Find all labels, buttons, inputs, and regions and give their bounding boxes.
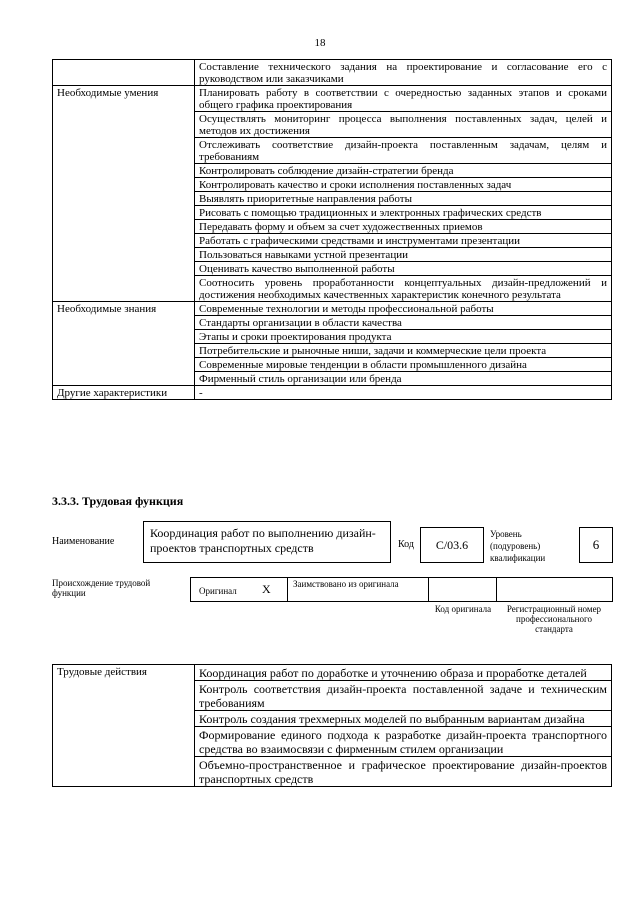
table-row [53, 665, 612, 681]
table-row [53, 60, 612, 86]
table-cell: Отслеживать соответствие дизайн-проекта поставленным задачам, целям и требованиям [195, 138, 612, 164]
table-cell: Координация работ по доработке и уточнению образа и проработке деталей [195, 665, 612, 681]
name-label: Наименование [52, 536, 115, 547]
origin-divider-1 [287, 577, 288, 601]
origin-label: Происхождение трудовой функции [52, 578, 151, 598]
actions-label: Трудовые действия [53, 665, 195, 787]
table-cell: Стандарты организации в области качества [195, 316, 612, 330]
group-label: Другие характеристики [53, 386, 195, 400]
function-name-box [143, 521, 391, 563]
table-cell: Формирование единого подхода к разработке дизайн-проекта транспортного средства во взаимосвязи с фирменным стилем организации [195, 727, 612, 757]
code-value: C/03.6 [435, 538, 469, 552]
table-cell: Оценивать качество выполненной работы [195, 262, 612, 276]
table-row [53, 302, 612, 316]
borrowed-label: Заимствовано из оригинала [293, 579, 399, 589]
original-label: Оригинал [199, 586, 237, 596]
table-cell: Соотносить уровень проработанности концептуальных дизайн-предложений и достижения необходимых качественных характеристик конечного результата [195, 276, 612, 302]
original-mark: X [262, 582, 271, 596]
table-cell: Современные технологии и методы профессиональной работы [195, 302, 612, 316]
skills-knowledge-table [52, 59, 612, 400]
table-cell: Выявлять приоритетные направления работы [195, 192, 612, 206]
level-box [579, 527, 613, 563]
table-cell: Объемно-пространственное и графическое проектирование дизайн-проектов транспортных средств [195, 757, 612, 787]
table-cell: Осуществлять мониторинг процесса выполнения поставленных задач, целей и методов их достижения [195, 112, 612, 138]
table-cell: Работать с графическими средствами и инструментами презентации [195, 234, 612, 248]
table-cell: Передавать форму и объем за счет художественных приемов [195, 220, 612, 234]
group-label: Необходимые умения [53, 86, 195, 302]
table-row [53, 386, 612, 400]
table-cell: Пользоваться навыками устной презентации [195, 248, 612, 262]
table-cell: Контроль создания трехмерных моделей по выбранным вариантам дизайна [195, 711, 612, 727]
table-cell: Составление технического задания на проектирование и согласование его с руководством или заказчиками [195, 60, 612, 86]
table-cell: Этапы и сроки проектирования продукта [195, 330, 612, 344]
table-cell: Планировать работу в соответствии с очередностью заданных этапов и сроками общего графика проектирования [195, 86, 612, 112]
table-row [53, 86, 612, 112]
empty-label-cell [53, 60, 195, 86]
level-value: 6 [592, 537, 600, 552]
origin-divider-2 [428, 577, 429, 601]
table-cell: Контроль соответствия дизайн-проекта поставленной задаче и техническим требованиям [195, 681, 612, 711]
code-box [420, 527, 484, 563]
code-original-caption: Код оригинала [434, 604, 492, 614]
code-label: Код [398, 539, 414, 550]
registration-number-caption: Регистрационный номер профессионального стандарта [506, 604, 602, 634]
table-cell: - [195, 386, 612, 400]
group-label: Необходимые знания [53, 302, 195, 386]
origin-divider-3 [496, 577, 497, 601]
table-cell: Фирменный стиль организации или бренда [195, 372, 612, 386]
table-cell: Рисовать с помощью традиционных и электронных графических средств [195, 206, 612, 220]
section-title: 3.3.3. Трудовая функция [52, 494, 184, 508]
page-number: 18 [314, 37, 326, 49]
function-name: Координация работ по выполнению дизайн-проектов транспортных средств [150, 526, 376, 555]
labor-actions-table [52, 664, 612, 787]
table-cell: Контролировать качество и сроки исполнения поставленных задач [195, 178, 612, 192]
level-label: Уровень (подуровень) квалификации [490, 529, 546, 563]
table-cell: Потребительские и рыночные ниши, задачи и коммерческие цели проекта [195, 344, 612, 358]
table-cell: Современные мировые тенденции в области промышленного дизайна [195, 358, 612, 372]
table-cell: Контролировать соблюдение дизайн-стратегии бренда [195, 164, 612, 178]
